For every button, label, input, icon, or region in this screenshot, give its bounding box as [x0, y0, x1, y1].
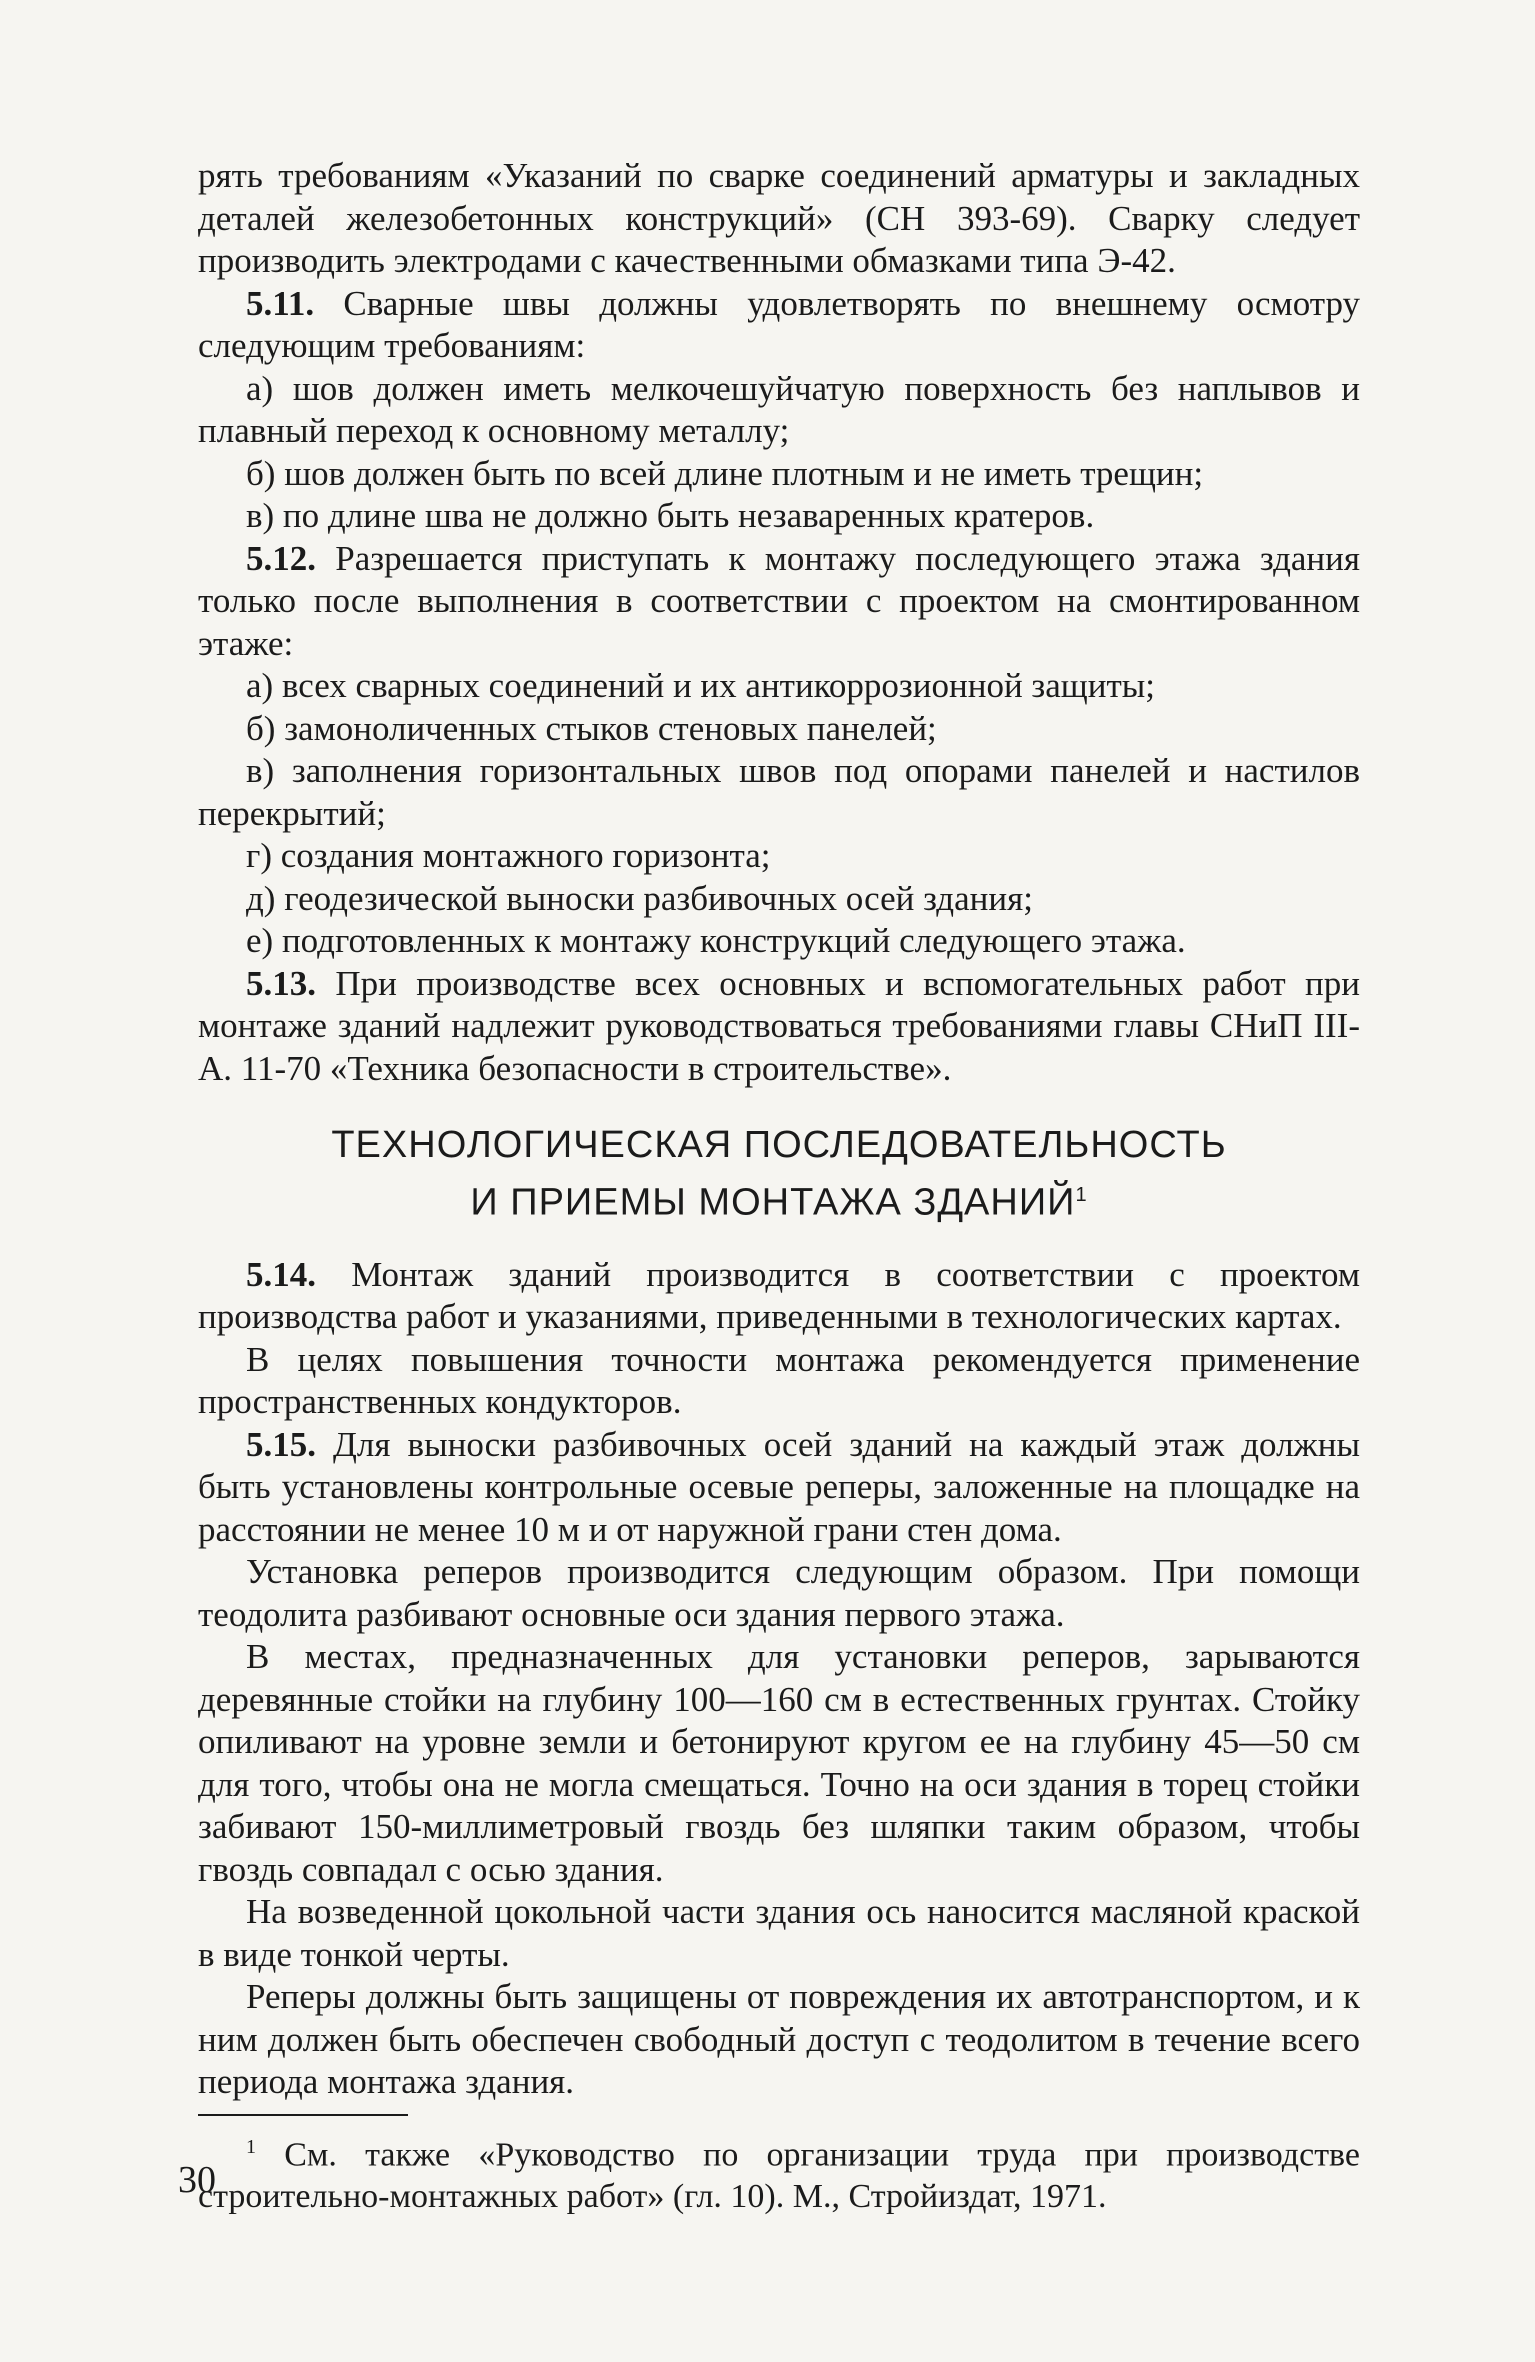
- paragraph-continuation: рять требованиям «Указаний по сварке соединений арматуры и закладных деталей железобетонных конструкций» (СН 393-69). Сварку следует производить электродами с качественными обмазками типа Э-42.: [198, 156, 1360, 280]
- list-item-v: в) по длине шва не должно быть незаваренных кратеров.: [246, 496, 1095, 535]
- clause-number: 5.15.: [246, 1424, 316, 1464]
- list-item-b: б) шов должен быть по всей длине плотным и не иметь трещин;: [246, 453, 1204, 493]
- paragraph: В целях повышения точности монтажа рекомендуется применение пространственных кондукторов.: [198, 1339, 1360, 1422]
- clause-number: 5.14.: [246, 1254, 316, 1294]
- list-item-b: б) замоноличенных стыков стеновых панелей;: [246, 708, 937, 748]
- footnote-text: См. также «Руководство по организации труда при производстве строительно-монтажных работ» (гл. 10). М., Стройиздат, 1971.: [198, 2135, 1360, 2215]
- clause-number: 5.12.: [246, 538, 316, 578]
- paragraph-text: Сварные швы должны удовлетворять по внешнему осмотру следующим требованиям:: [198, 283, 1360, 365]
- list-item-a: а) всех сварных соединений и их антикоррозионной защиты;: [246, 666, 1156, 705]
- paragraph-5-15: [198, 1424, 1360, 1552]
- footnote-mark: 1: [246, 2135, 256, 2158]
- list-item-a: а) шов должен иметь мелкочешуйчатую поверхность без наплывов и плавный переход к основному металлу;: [198, 368, 1360, 450]
- paragraph-5-13: [198, 963, 1360, 1091]
- list-item-v: в) заполнения горизонтальных швов под опорами панелей и настилов перекрытий;: [198, 751, 1360, 833]
- paragraph-5-14: [198, 1254, 1360, 1339]
- heading-line-1: ТЕХНОЛОГИЧЕСКАЯ ПОСЛЕДОВАТЕЛЬНОСТЬ: [331, 1124, 1227, 1166]
- paragraph-text: Для выноски разбивочных осей зданий на каждый этаж должны быть установлены контрольные осевые реперы, заложенные на площадке на расстоянии не менее 10 м и от наружной грани стен дома.: [198, 1424, 1360, 1549]
- heading-text: И ПРИЕМЫ МОНТАЖА ЗДАНИЙ: [470, 1181, 1076, 1224]
- page-body: [198, 155, 1360, 2218]
- section-heading: [198, 1120, 1360, 1228]
- paragraph-5-12: [198, 538, 1360, 666]
- list-item-g: г) создания монтажного горизонта;: [246, 836, 771, 875]
- list-item-e: е) подготовленных к монтажу конструкций следующего этажа.: [246, 921, 1186, 960]
- page-number: 30: [178, 2159, 216, 2201]
- paragraph-text: Монтаж зданий производится в соответствии с проектом производства работ и указаниями, приведенными в технологических картах.: [198, 1254, 1360, 1337]
- list-item-d: д) геодезической выноски разбивочных осей здания;: [246, 878, 1033, 918]
- clause-number: 5.11.: [246, 283, 315, 323]
- heading-line-2: [198, 1170, 1360, 1228]
- paragraph: Реперы должны быть защищены от повреждения их автотранспортом, и к ним должен быть обеспечен свободный доступ с теодолитом в течение всего периода монтажа здания.: [198, 1977, 1360, 2102]
- clause-number: 5.13.: [246, 963, 316, 1003]
- paragraph-text: При производстве всех основных и вспомогательных работ при монтаже зданий надлежит руководствоваться требованиями главы СНиП III-А. 11-70 «Техника безопасности в строительстве».: [198, 963, 1360, 1088]
- paragraph-text: Разрешается приступать к монтажу последующего этажа здания только после выполнения в соответствии с проектом на смонтированном этаже:: [198, 538, 1360, 663]
- paragraph: В местах, предназначенных для установки реперов, зарываются деревянные стойки на глубину 100—160 см в естественных грунтах. Стойку опиливают на уровне земли и бетонируют кругом ее на глубину 45—50 см для того, чтобы она не могла смещаться. Точно на оси здания в торец стойки забивают 150-миллиметровый гвоздь без шляпки таким образом, чтобы гвоздь совпадал с осью здания.: [198, 1637, 1360, 1889]
- footnote: [198, 2126, 1360, 2218]
- paragraph: На возведенной цокольной части здания ось наносится масляной краской в виде тонкой черты.: [198, 1892, 1360, 1974]
- footnote-reference: 1: [1075, 1184, 1088, 1206]
- paragraph: Установка реперов производится следующим образом. При помощи теодолита разбивают основные оси здания первого этажа.: [198, 1552, 1360, 1634]
- paragraph-5-11: [198, 283, 1360, 368]
- footnote-divider: [198, 2114, 408, 2116]
